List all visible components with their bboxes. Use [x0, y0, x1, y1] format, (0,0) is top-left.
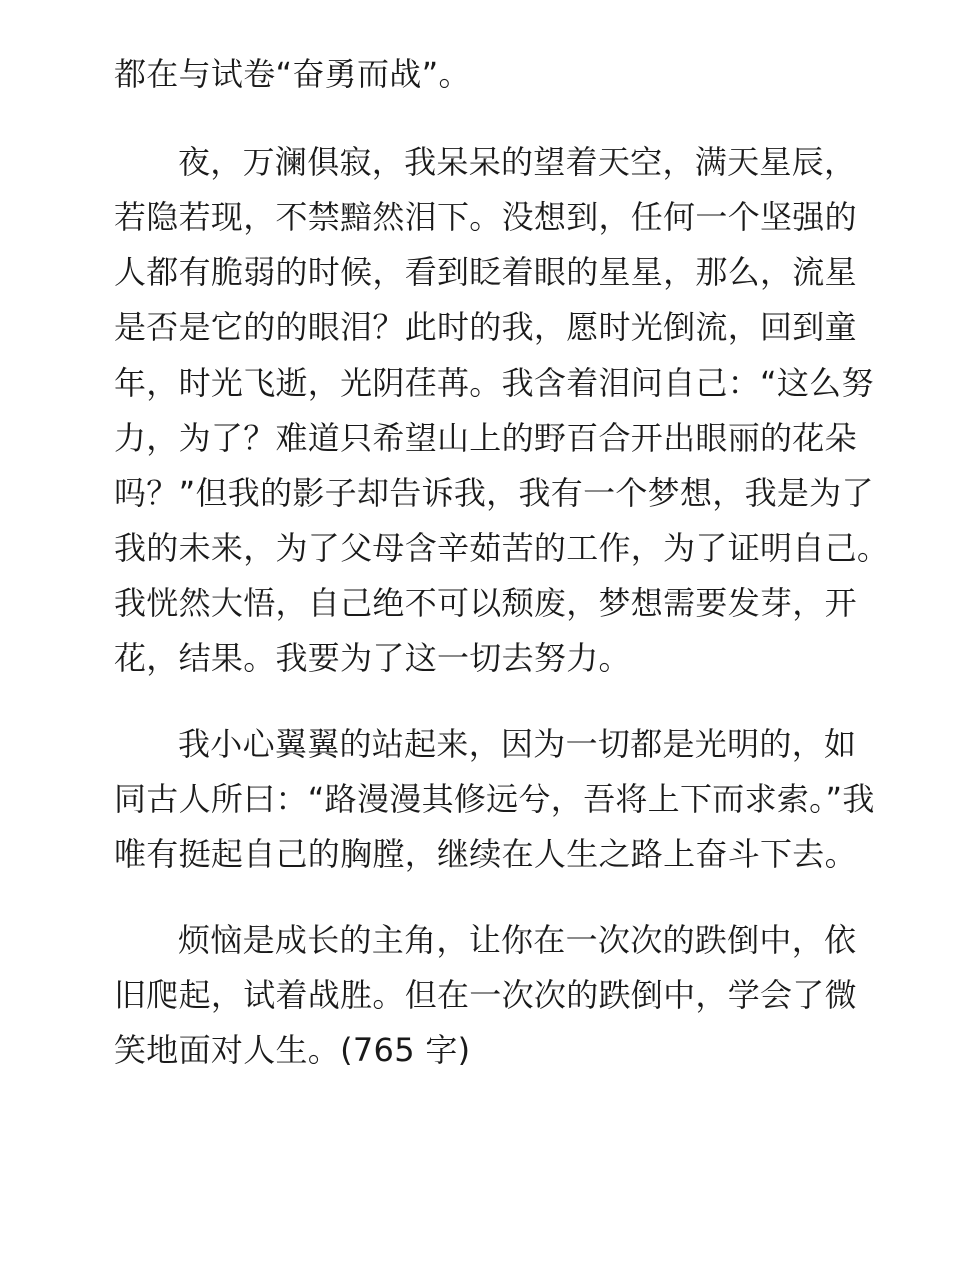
- text-line: 是否是它的的眼泪？此时的我，愿时光倒流，回到童: [114, 308, 857, 346]
- text-line: 都在与试卷“奋勇而战”。: [114, 55, 471, 93]
- text-line: 我恍然大悟，自己绝不可以颓废，梦想需要发芽，开: [114, 584, 857, 622]
- text-line: 烦恼是成长的主角，让你在一次次的跌倒中，依: [178, 921, 857, 959]
- text-line: 我的未来，为了父母含辛茹苦的工作，为了证明自己。: [114, 529, 890, 567]
- text-line: 夜，万澜俱寂，我呆呆的望着天空，满天星辰，: [178, 143, 857, 181]
- text-line: 力，为了？难道只希望山上的野百合开出眼丽的花朵: [114, 419, 857, 457]
- text-line: 唯有挺起自己的胸膛，继续在人生之路上奋斗下去。: [114, 835, 857, 873]
- text-line: 同古人所曰：“路漫漫其修远兮，吾将上下而求索。”我: [114, 780, 875, 818]
- text-line: 花，结果。我要为了这一切去努力。: [114, 639, 631, 677]
- text-line: 人都有脆弱的时候，看到眨着眼的星星，那么，流星: [114, 253, 857, 291]
- text-line: 若隐若现，不禁黯然泪下。没想到，任何一个坚强的: [114, 198, 857, 236]
- text-line: 笑地面对人生。(765 字): [114, 1031, 471, 1069]
- text-line: 我小心翼翼的站起来，因为一切都是光明的，如: [178, 725, 857, 763]
- text-line: 吗？”但我的影子却告诉我，我有一个梦想，我是为了: [114, 474, 874, 512]
- text-line: 旧爬起，试着战胜。但在一次次的跌倒中，学会了微: [114, 976, 857, 1014]
- text-line: 年，时光飞逝，光阴荏苒。我含着泪问自己：“这么努: [114, 364, 874, 402]
